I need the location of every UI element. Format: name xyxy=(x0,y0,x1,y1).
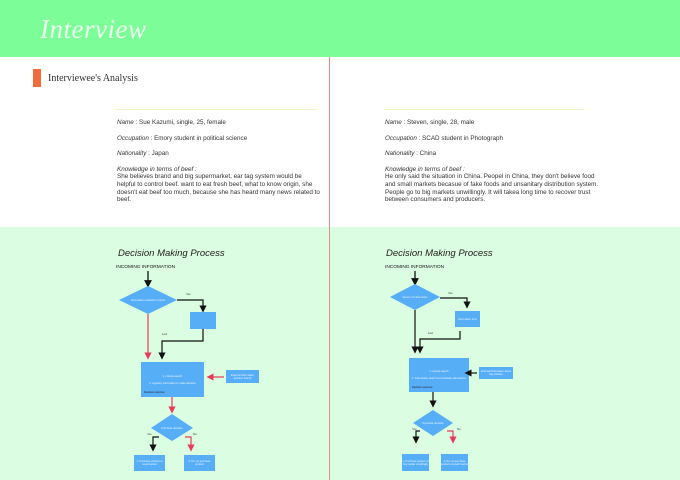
flowchart-2-yes-label: Yes xyxy=(448,291,453,295)
flowchart-2-diamond2-text: Purchase decision xyxy=(422,421,444,425)
name-value: : Sue Kazumi, single, 25, female xyxy=(133,119,226,126)
flowchart-2-incoming-label: INCOMING INFORMATION xyxy=(385,265,445,270)
flowchart-1-incoming-label: INCOMING INFORMATION xyxy=(116,265,176,270)
occupation-value: : Emory student in political science xyxy=(148,134,248,142)
flowchart-2-right-outcome: 2. Do not purchase product at small market xyxy=(441,459,468,466)
nationality-value: : China xyxy=(414,150,437,158)
occupation-label: Occupation xyxy=(385,134,417,142)
knowledge-text: She believes brand and big supermarket, ear tag system would be helpful to control beef. want to eat fresh beef, what to know origin, she doesn't eat beef too much, because she has heard many news related to beef. xyxy=(117,173,320,204)
flowchart-1-side-box: External information (product brand) xyxy=(230,373,255,380)
name-label: Name xyxy=(117,119,134,126)
main-box-line2: 2. Information search and evaluate alternatives xyxy=(412,377,466,380)
nationality-value: : Japan xyxy=(146,150,169,158)
section-title: Interviewee's Analysis xyxy=(48,73,138,84)
flowchart-1-yes2-label: Yes xyxy=(147,432,152,436)
flowchart-2-low-label: Low xyxy=(428,331,434,335)
main-box-line2: 2. organize information to make decision xyxy=(149,381,196,385)
main-box-line1: 1. criteria search xyxy=(429,370,449,373)
flowchart-2-main-box xyxy=(409,358,469,392)
flowchart-2-yes2-label: Yes xyxy=(412,427,417,431)
column-divider-lower xyxy=(329,227,330,480)
flowchart-2-diagram xyxy=(340,0,680,480)
flowchart-1-left-outcome: 1. Purchase product at supermarket xyxy=(136,460,163,466)
nationality-label: Nationality xyxy=(385,150,415,158)
flowchart-2-box-top: Information from xyxy=(458,317,477,321)
nationality-label: Nationality xyxy=(117,150,147,158)
flowchart-2-diamond1-text: Source of information xyxy=(402,295,428,299)
flowchart-2-left-outcome: 1. Purchase product at big market unwillingly xyxy=(402,459,429,466)
flowchart-1-diamond1-text: Information evaluation criteria xyxy=(130,298,166,302)
flowchart-2-title: Decision Making Process xyxy=(386,248,493,259)
name-label: Name xyxy=(385,119,402,126)
name-value: : Steven, single, 28, male xyxy=(401,119,475,126)
occupation-value: : SCAD student in Photograph xyxy=(416,134,503,142)
flowchart-1-low-label: Low xyxy=(162,332,168,336)
occupation-label: Occupation xyxy=(117,134,149,142)
flowchart-1-diamond2-text: Purchase decision xyxy=(161,426,183,430)
flowchart-2-side-box: External information about big markets xyxy=(480,370,512,376)
flowchart-1-main-box xyxy=(141,362,204,397)
flowchart-1-right-outcome: 2. Do not purchase product xyxy=(188,460,211,466)
main-box-line1: 1. criteria search xyxy=(162,374,183,378)
knowledge-label: Knowledge in terms of beef : xyxy=(117,165,197,173)
flowchart-2-no-label: No xyxy=(457,427,461,431)
flowchart-1-no-label: No xyxy=(193,432,197,436)
main-box-note: Decision outcome xyxy=(144,391,165,394)
page-title: Interview xyxy=(40,14,147,44)
knowledge-label: Knowledge in terms of beef : xyxy=(385,165,465,173)
flowchart-1-title: Decision Making Process xyxy=(118,248,225,259)
main-box-note: Decision outcome xyxy=(412,386,433,389)
knowledge-text: He only said the situation in China. Peopel in China, they don't believe food and small markets becasue of fake foods and unsanitary distribution system. People go to big markets unwillingly. It will takea long time to recover trust between consumers and producers. xyxy=(385,173,599,204)
flowchart-1-yes-label: Yes xyxy=(186,292,191,296)
